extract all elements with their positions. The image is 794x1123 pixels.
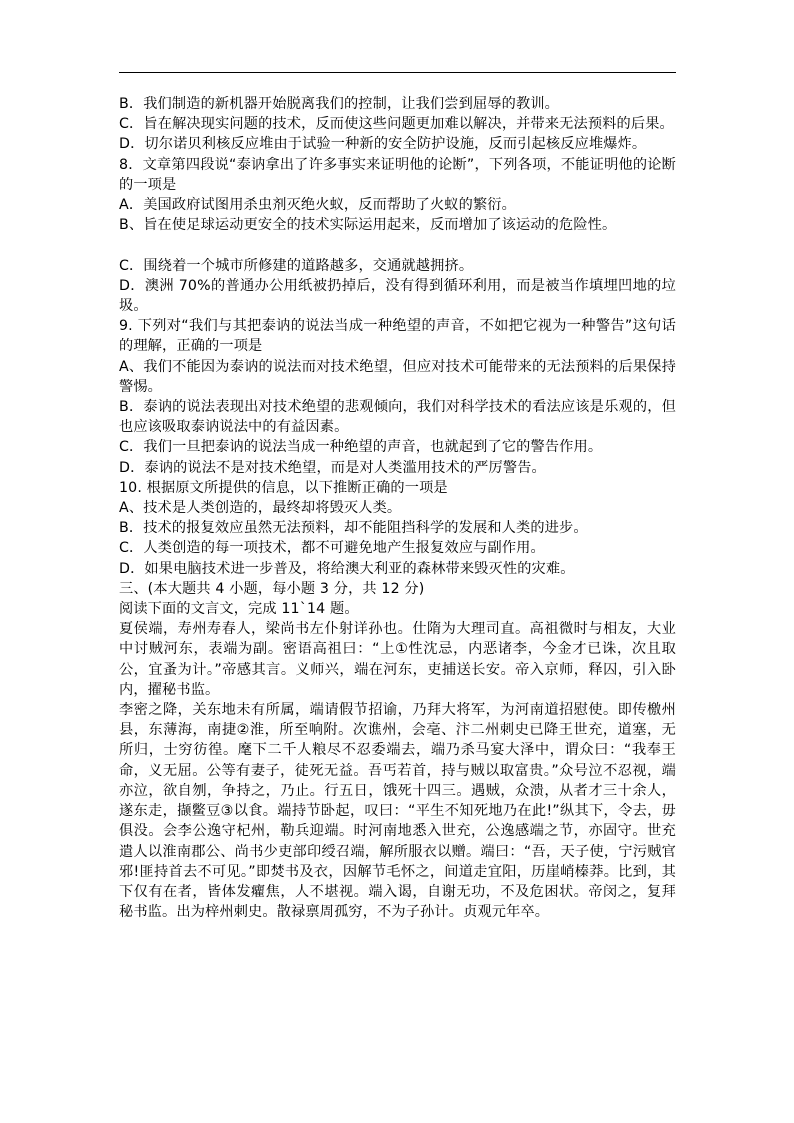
question-9-option-a: A、我们不能因为泰讷的说法而对技术绝望，但应对技术可能带来的无法预料的后果保持警惕。	[119, 358, 676, 395]
question-8-stem: 8．文章第四段说“泰讷拿出了许多事实来证明他的论断”，下列各项，不能证明他的论断的一项是	[119, 156, 676, 193]
question-9-option-c: C．我们一旦把泰讷的说法当成一种绝望的声音，也就起到了它的警告作用。	[119, 439, 603, 456]
question-10-stem: 10. 根据原文所提供的信息，以下推断正确的一项是	[119, 479, 448, 496]
question-8-option-a: A．美国政府试图用杀虫剂灭绝火蚁，反而帮助了火蚁的繁衍。	[119, 197, 516, 214]
paragraph: D．切尔诺贝利核反应堆由于试验一种新的安全防护设施，反而引起核反应堆爆炸。	[119, 136, 647, 153]
question-8-option-b: B、旨在使足球运动更安全的技术实际运用起来，反而增加了该运动的危险性。	[119, 217, 617, 234]
section-heading: 三、(本大题共 4 小题，每小题 3 分，共 12 分)	[119, 580, 425, 597]
question-10-option-d: D．如果电脑技术进一步普及，将给澳大利亚的森林带来毁灭性的灾难。	[119, 560, 575, 577]
paragraph: B．我们制造的新机器开始脱离我们的控制，让我们尝到屈辱的教训。	[119, 96, 560, 112]
question-10-option-c: C．人类创造的每一项技术，都不可避免地产生报复效应与副作用。	[119, 540, 545, 557]
question-9-option-b: B．泰讷的说法表现出对技术绝望的悲观倾向，我们对科学技术的看法应该是乐观的，但也应该吸取泰讷说法中的有益因素。	[119, 399, 676, 436]
question-10-option-a: A、技术是人类创造的，最终却将毁灭人类。	[119, 500, 402, 517]
reading-instruction: 阅读下面的文言文，完成 11`14 题。	[119, 601, 359, 618]
question-10-option-b: B．技术的报复效应虽然无法预料，却不能阻挡科学的发展和人类的进步。	[119, 520, 588, 537]
question-8-option-c: C．围绕着一个城市所修建的道路越多，交通就越拥挤。	[119, 257, 474, 274]
question-9-stem: 9. 下列对“我们与其把泰讷的说法当成一种绝望的声音，不如把它视为一种警告”这句话的理解，正确的一项是	[119, 318, 676, 355]
classical-text-paragraph: 夏侯端，寿州寿春人，梁尚书左仆射详孙也。仕隋为大理司直。高祖微时与相友，大业中讨贼河东，表端为副。密语高祖曰：“上①性沈忌，内恶诸李，今金才已诛，次且取公，宜蚤为计。”帝感其言。义师兴，端在河东，吏捕送长安。帝入京师，释囚，引入卧内，擢秘书监。	[119, 621, 676, 698]
document-body	[119, 94, 676, 922]
blank-line	[119, 235, 676, 255]
header-rule	[119, 72, 676, 73]
classical-text-paragraph: 李密之降，关东地未有所属，端请假节招谕，乃拜大将军，为河南道招慰使。即传檄州县，东薄海，南捷②淮，所至响附。次谯州，会亳、汴二州刺史已降王世充，道塞，无所归，士穷彷徨。麾下二千人粮尽不忍委端去，端乃杀马宴大泽中，谓众曰：“我奉王命，义无屈。公等有妻子，徒死无益。吾丐若首，持与贼以取富贵。”众号泣不忍视，端亦泣，欲自刎，争持之，乃止。行五日，饿死十四三。遇贼，众溃，从者才三十余人，遂东走，撷鳖豆③以食。端持节卧起，叹曰：“平生不知死地乃在此!”纵其下，令去，毋俱没。会李公逸守杞州，勒兵迎端。时河南地悉入世充，公逸感端之节，亦固守。世充遣人以淮南郡公、尚书少吏部印绶召端，解所服衣以赠。端曰：“吾，天子使，宁污贼官邪!匪持首去不可见。”即焚书及衣，因解节毛怀之，间道走宜阳，历崖峭榛莽。比到，其下仅有在者，皆体发癯焦，人不堪视。端入谒，自谢无功，不及危困状。帝闵之，复拜秘书监。出为梓州刺史。散禄禀周孤穷，不为子孙计。贞观元年卒。	[119, 702, 676, 921]
paragraph: C．旨在解决现实问题的技术，反而使这些问题更加难以解决，并带来无法预料的后果。	[119, 116, 674, 133]
question-8-option-d: D．澳洲 70%的普通办公用纸被扔掉后，没有得到循环利用，而是被当作填埋凹地的垃圾。	[119, 277, 676, 315]
question-9-option-d: D．泰讷的说法不是对技术绝望，而是对人类滥用技术的严厉警告。	[119, 459, 546, 476]
